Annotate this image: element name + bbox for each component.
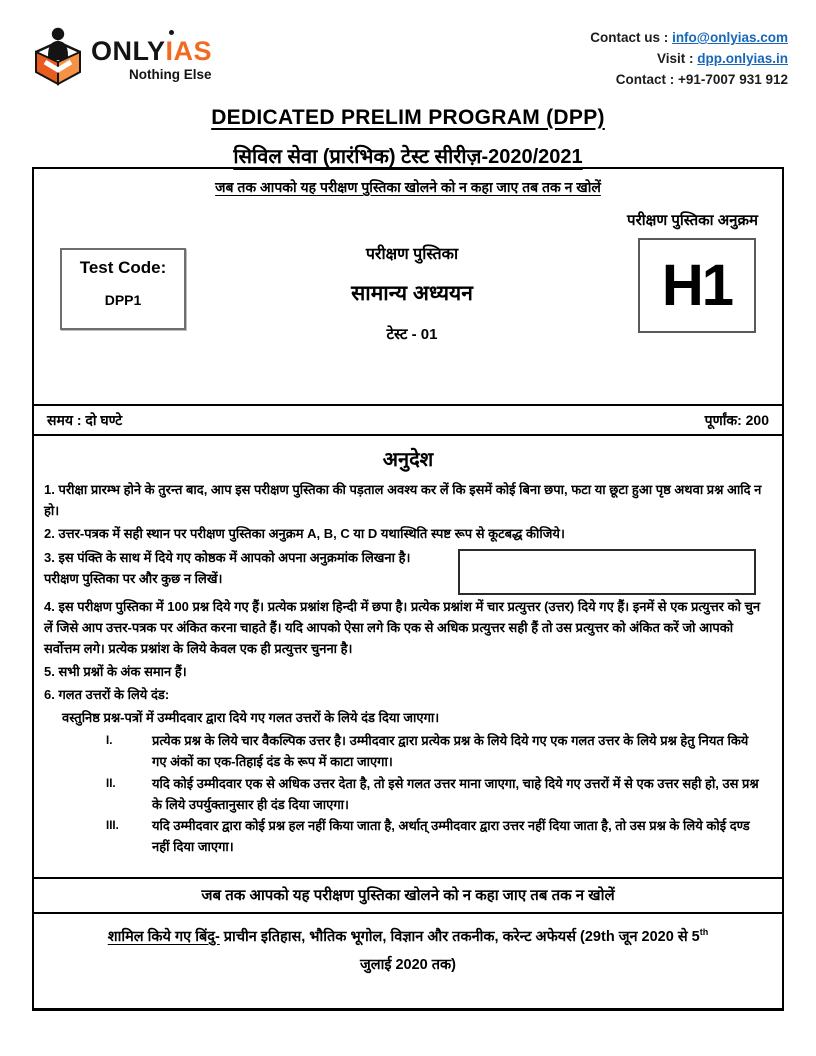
brand-text (91, 38, 212, 82)
penalty-item-1 (106, 730, 770, 772)
subject-title: सामान्य अध्ययन (351, 282, 473, 305)
instruction-text: परीक्षा प्रारम्भ होने के तुरन्त बाद, आप इस परीक्षण पुस्तिका की पड़ताल अवश्य कर लें कि इसमें कोई बिना छपा, फटा या छूटा हुआ पृष्ठ अथवा प्रश्न आदि न हो। (44, 482, 762, 519)
contact-phone-line (590, 70, 788, 91)
brand-tagline: Nothing Else (129, 67, 212, 82)
website-link[interactable]: dpp.onlyias.in (697, 50, 788, 66)
instruction-item-3 (44, 546, 770, 595)
program-title: DEDICATED PRELIM PROGRAM (DPP) (211, 105, 605, 129)
penalty-item-3 (106, 815, 770, 857)
instructions-list (34, 476, 782, 868)
instruction-text: उत्तर-पत्रक में सही स्थान पर परीक्षण पुस्तिका अनुक्रम A, B, C या D यथास्थिति स्पष्ट रूप से कूटबद्ध कीजिये। (58, 526, 565, 542)
roll-number-box (458, 549, 756, 595)
onlyias-logo (30, 26, 212, 86)
penalty-intro: वस्तुनिष्ठ प्रश्न-पत्रों में उम्मीदवार द्वारा दिये गए गलत उत्तरों के लिये दंड दिया जाएगा। (62, 710, 440, 726)
syllabus-note (34, 923, 782, 980)
penalty-text: यदि कोई उम्मीदवार एक से अधिक उत्तर देता है, तो इसे गलत उत्तर माना जाएगा, चाहे दिये गए उत्तरों में से एक उत्तर सही हो, उस प्रश्न के लिये उपर्युक्तानुसार ही दंड दिया जाएगा। (152, 775, 759, 812)
instruction-number: 6. (44, 687, 55, 703)
syllabus-text-1: प्राचीन इतिहास, भौतिक भूगोल, विज्ञान और तकनीक, करेन्ट अफेयर्स (29th जून 2020 से 5 (219, 929, 700, 945)
test-number: टेस्ट - 01 (386, 326, 438, 343)
instruction-text: इस पंक्ति के साथ में दिये गए कोष्ठक में आपको अपना अनुक्रमांक लिखना है। परीक्षण पुस्तिका पर और कुछ न लिखें। (44, 550, 411, 587)
booklet-center-titles (351, 238, 473, 344)
phone-label: Contact : (615, 71, 679, 87)
instruction-text: गलत उत्तरों के लिये दंड: (58, 687, 170, 703)
booklet-footer (34, 877, 782, 980)
penalty-text: प्रत्येक प्रश्न के लिये चार वैकल्पिक उत्तर है। उम्मीदवार द्वारा प्रत्येक प्रश्न के लिये दिये गए एक गलत उत्तर के लिये प्रश्न हेतु नियत किये गए अंकों का एक-तिहाई दंड के रूप में काटा जाएगा। (152, 733, 749, 770)
instruction-item-4 (44, 596, 770, 659)
penalty-item-2 (106, 773, 770, 815)
email-link[interactable]: info@onlyias.com (672, 30, 788, 45)
brand-only: ONLY (91, 36, 166, 66)
syllabus-text-2: जुलाई 2020 तक) (359, 957, 456, 974)
instruction-number: 3. (44, 550, 55, 566)
contact-visit-line (590, 49, 788, 70)
instruction-number: 4. (44, 599, 55, 615)
booklet-cover-box (32, 167, 784, 1011)
brand-ias: IAS (165, 36, 213, 66)
code-row (34, 238, 782, 390)
divider (34, 912, 782, 914)
instructions-heading: अनुदेश (382, 449, 434, 471)
do-not-open-warning-bottom: जब तक आपको यह परीक्षण पुस्तिका खोलने को न कहा जाए तब तक न खोलें (201, 887, 615, 904)
do-not-open-warning-top: जब तक आपको यह परीक्षण पुस्तिका खोलने को न कहा जाए तब तक न खोलें (215, 179, 601, 195)
penalty-number: III. (106, 819, 119, 832)
syllabus-label: शामिल किये गए बिंदु- (107, 929, 220, 945)
phone-number: +91-7007 931 912 (678, 71, 788, 87)
penalty-text: यदि उम्मीदवार द्वारा कोई प्रश्न हल नहीं किया जाता है, अर्थात् उम्मीदवार द्वारा उत्तर नहीं दिया जाता है, तो उस प्रश्न के लिये कोई दण्ड नहीं दिया जाएगा। (152, 817, 750, 854)
marks-label: पूर्णांक: 200 (704, 412, 769, 428)
visit-label: Visit : (656, 50, 698, 66)
booklet-series-label: परीक्षण पुस्तिका अनुक्रम (627, 212, 758, 229)
booklet-title: परीक्षण पुस्तिका (365, 246, 459, 263)
penalty-number: II. (106, 777, 116, 790)
contact-us-label: Contact us : (590, 30, 673, 45)
page-header (0, 0, 816, 91)
time-label: समय : दो घण्टे (47, 412, 123, 428)
instruction-text: सभी प्रश्नों के अंक समान हैं। (58, 664, 187, 680)
instruction-item-5 (44, 661, 770, 682)
instruction-text: इस परीक्षण पुस्तिका में 100 प्रश्न दिये गए हैं। प्रत्येक प्रश्नांश हिन्दी में छपा है। प्रत्येक प्रश्नांश में चार प्रत्युत्तर (उत्तर) दिये गए हैं। इनमें से एक प्रत्युत्तर को चुन लें जिसे आप उत्तर-पत्रक पर अंकित करना चाहते हैं। यदि आपको ऐसा लगे कि एक से अधिक प्रत्युत्तर सही हैं तो उस प्रत्युत्तर को अंकित करें जो आपको सर्वोत्तम लगे। प्रत्येक प्रश्नांश के लिये केवल एक ही प्रत्युत्तर चुनना है। (44, 599, 761, 657)
instruction-item-2 (44, 523, 770, 544)
instruction-number: 2. (44, 526, 55, 542)
penalty-number: I. (106, 735, 113, 748)
instruction-item-6 (44, 684, 770, 705)
contact-email-line (590, 28, 788, 49)
test-code-label: Test Code: (79, 258, 167, 277)
series-title: सिविल सेवा (प्रारंभिक) टेस्ट सीरीज़-2020/2021 (233, 145, 583, 168)
contact-block (590, 28, 788, 91)
series-code-box (638, 238, 756, 333)
brand-name (91, 38, 212, 65)
instruction-number: 1. (44, 482, 55, 497)
instruction-number: 5. (44, 664, 55, 680)
time-marks-row (34, 406, 782, 434)
series-code: H1 (661, 252, 733, 318)
test-code-value: DPP1 (104, 292, 142, 308)
divider (34, 434, 782, 436)
instruction-item-1 (44, 479, 770, 521)
onlyias-logo-icon (30, 26, 86, 86)
test-code-box (60, 248, 186, 330)
instruction-text-wrap (44, 547, 443, 589)
syllabus-superscript: th (699, 927, 709, 938)
